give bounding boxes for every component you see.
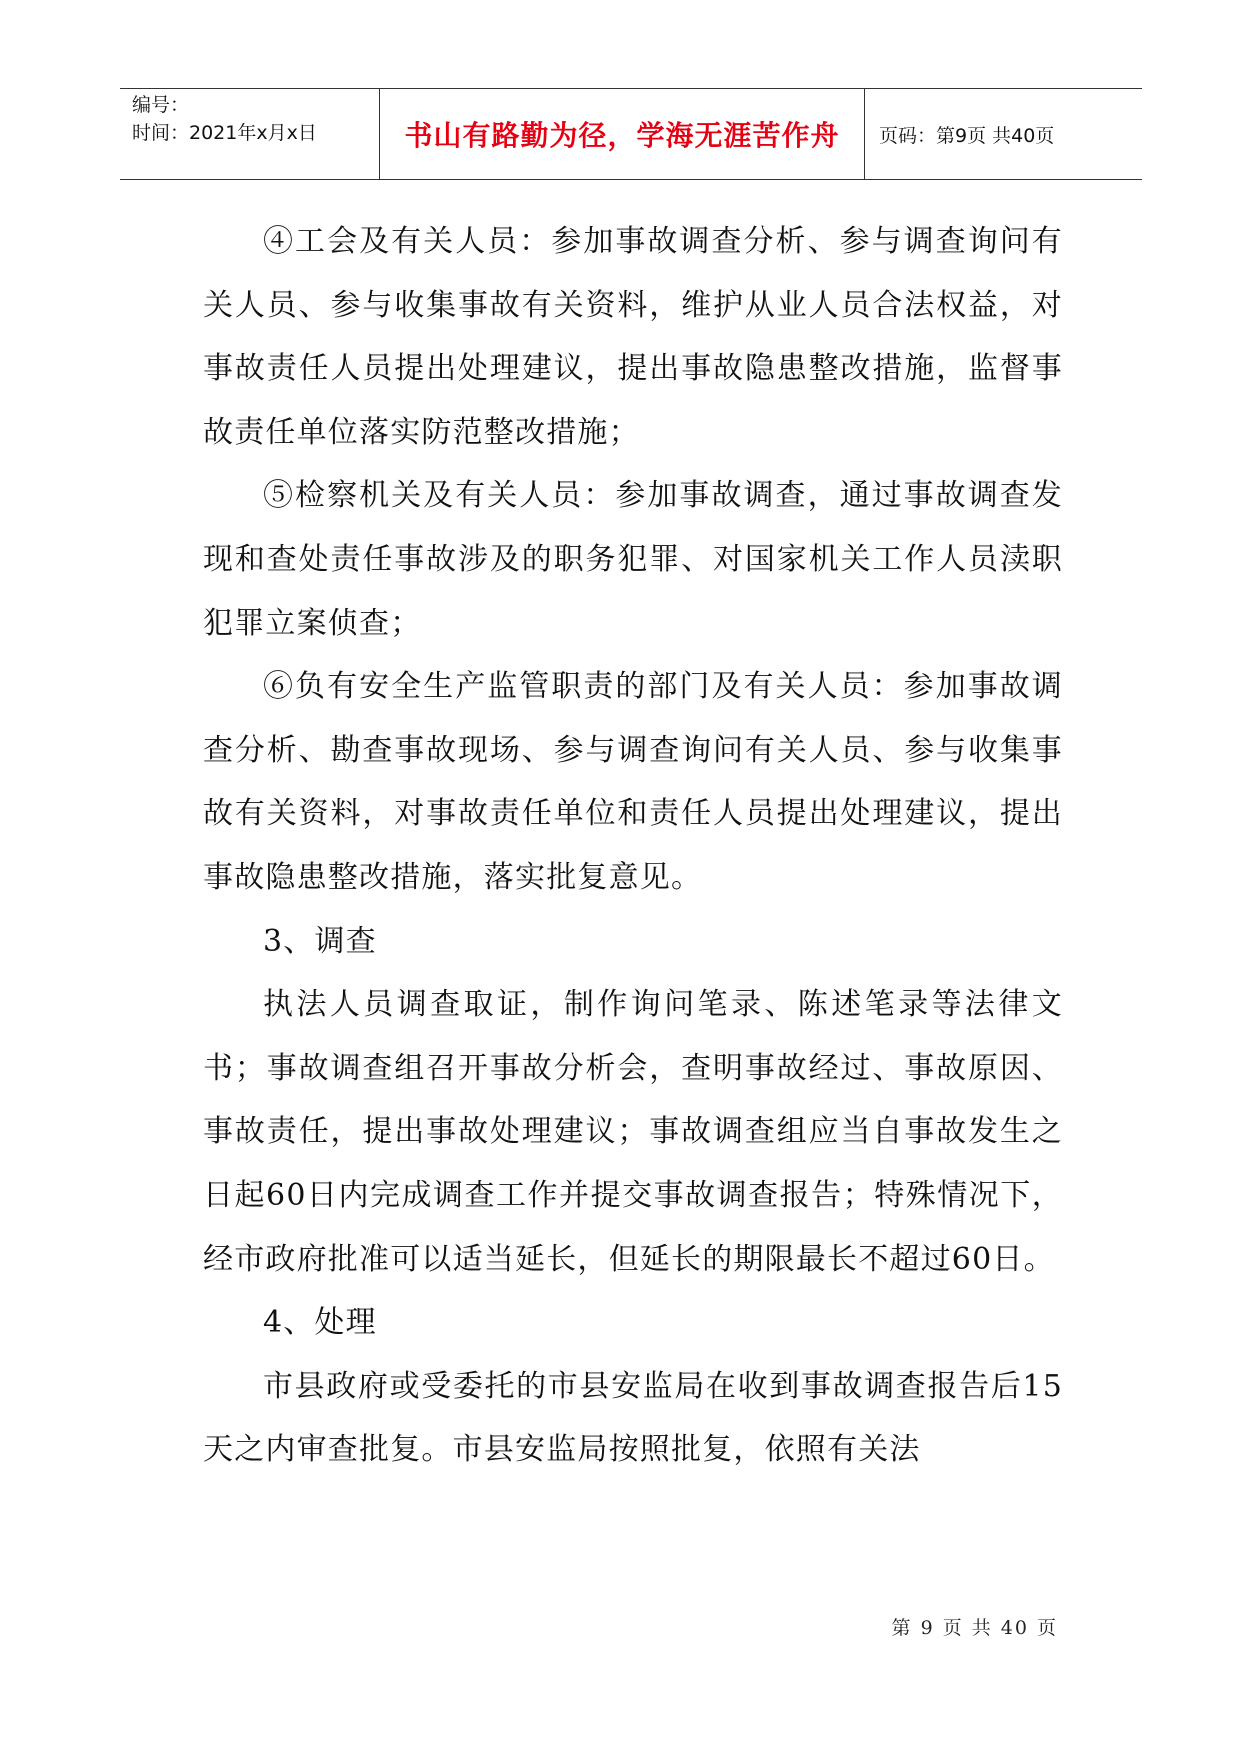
section-heading-investigation: 3、调查	[263, 923, 377, 959]
paragraph-supervision-dept: ⑥负有安全生产监管职责的部门及有关人员：参加事故调查分析、勘查事故现场、参与调查询问有关人员、参与收集事故有关资料，对事故责任单位和责任人员提出处理建议，提出事故隐患整改措施，落实批复意见。	[203, 669, 1063, 895]
header-page-code: 页码：第9页 共40页	[879, 124, 1055, 147]
header-page-cell	[865, 89, 1142, 179]
page-footer: 第 9 页 共 40 页	[891, 1617, 1058, 1639]
header-info-cell	[120, 89, 380, 179]
paragraph-union: ④工会及有关人员：参加事故调查分析、参与调查询问有关人员、参与收集事故有关资料，维护从业人员合法权益，对事故责任人员提出处理建议，提出事故隐患整改措施，监督事故责任单位落实防范整改措施；	[203, 224, 1063, 450]
page-header	[120, 88, 1142, 180]
document-time-label: 时间：2021年x月x日	[132, 122, 317, 144]
paragraph-handling: 市县政府或受委托的市县安监局在收到事故调查报告后15天之内审查批复。市县安监局按照批复，依照有关法	[203, 1368, 1063, 1468]
paragraph-investigation: 执法人员调查取证，制作询问笔录、陈述笔录等法律文书；事故调查组召开事故分析会，查明事故经过、事故原因、事故责任，提出事故处理建议；事故调查组应当自事故发生之日起60日内完成调查工作并提交事故调查报告；特殊情况下，经市政府批准可以适当延长，但延长的期限最长不超过60日。	[203, 987, 1063, 1277]
paragraph-procuratorate: ⑤检察机关及有关人员：参加事故调查，通过事故调查发现和查处责任事故涉及的职务犯罪、对国家机关工作人员渎职犯罪立案侦查；	[203, 478, 1063, 641]
document-body	[203, 210, 1063, 1482]
header-motto-cell	[380, 89, 865, 179]
section-heading-handling: 4、处理	[263, 1305, 377, 1341]
document-number-label: 编号：	[132, 94, 190, 116]
header-motto: 书山有路勤为径，学海无涯苦作舟	[404, 119, 840, 152]
